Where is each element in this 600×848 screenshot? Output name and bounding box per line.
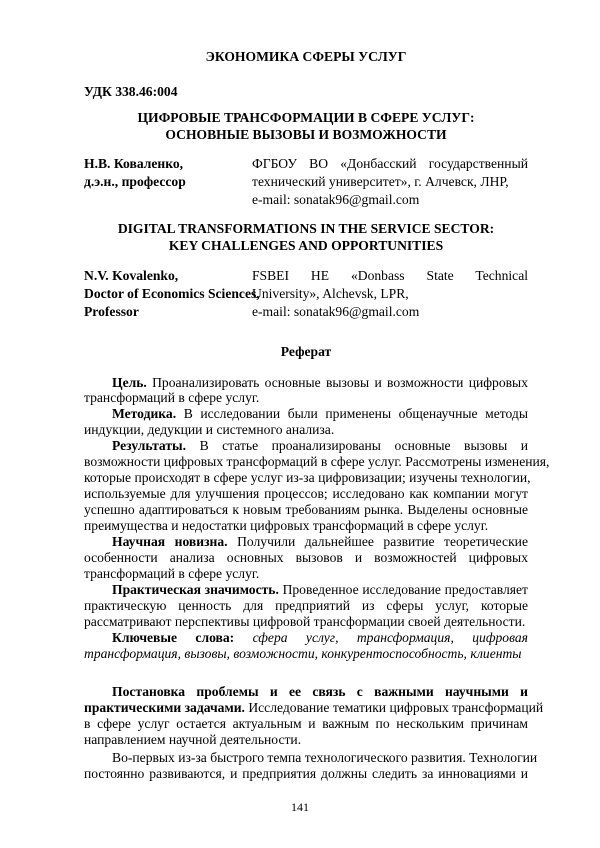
author-en-degree: Doctor of Economics Sciences, xyxy=(84,286,260,301)
problem-line-2: практическими задачами. Исследование тематики цифровых трансформаций xyxy=(84,700,544,715)
abstract-practical-line-2: практическую ценность для предприятий из сферы услуг, которые xyxy=(84,598,528,613)
author-en-email: e-mail: sonatak96@gmail.com xyxy=(252,304,420,319)
abstract-keywords-line-1: Ключевые слова: сфера услуг, трансформация, цифровая xyxy=(112,630,528,645)
abstract-keywords-line-2: трансформация, вызовы, возможности, конкурентоспособность, клиенты xyxy=(84,646,522,661)
author-ru-name: Н.В. Коваленко, xyxy=(84,156,184,171)
paragraph-2-line-1: Во-первых из-за быстрого темпа технологического развития. Технологии xyxy=(112,750,538,765)
problem-heading-line-1: Постановка проблемы и ее связь с важными научными и xyxy=(112,684,528,699)
title-en-line-1: DIGITAL TRANSFORMATIONS IN THE SERVICE SECTOR: xyxy=(117,221,495,236)
udk-code: УДК 338.46:004 xyxy=(84,84,178,99)
author-ru-affiliation-2: технический университет», г. Алчевск, ЛНР, xyxy=(252,174,509,189)
abstract-results-line-2: возможности цифровых трансформаций в сфере услуг. Рассмотрены изменения, xyxy=(84,454,550,469)
paragraph-2-line-2: постоянно развиваются, и предприятия должны следить за инновациями и xyxy=(84,766,528,781)
author-ru-affiliation-1: ФГБОУ ВО «Донбасский государственный xyxy=(252,156,528,171)
page-number: 141 xyxy=(291,800,309,814)
abstract-practical-line-1: Практическая значимость. Проведенное исследование предоставляет xyxy=(112,582,528,597)
abstract-results-line-5: успешно адаптироваться к новым требованиям рынка. Выделены основные xyxy=(84,502,528,517)
abstract-novelty-line-3: трансформаций в сфере услуг. xyxy=(84,566,260,581)
abstract-novelty-line-2: особенности анализа основных вызовов и возможностей цифровых xyxy=(84,550,528,565)
problem-line-3: в сфере услуг остается актуальным и важным по нескольким причинам xyxy=(84,716,528,731)
title-ru-line-2: ОСНОВНЫЕ ВЫЗОВЫ И ВОЗМОЖНОСТИ xyxy=(165,127,447,142)
title-en-line-2: KEY CHALLENGES AND OPPORTUNITIES xyxy=(168,238,444,253)
abstract-results-line-6: преимущества и недостатки цифровых трансформаций в сфере услуг. xyxy=(84,518,489,533)
author-ru-email: e-mail: sonatak96@gmail.com xyxy=(252,192,420,207)
abstract-heading: Реферат xyxy=(280,344,332,359)
abstract-results-line-1: Результаты. В статье проанализированы основные вызовы и xyxy=(112,438,528,453)
abstract-results-line-3: которые происходят в сфере услуг из-за цифровизации; изучены технологии, xyxy=(84,470,531,485)
author-en-affiliation-1: FSBEI HE «Donbass State Technical xyxy=(252,268,528,283)
abstract-goal-line-2: трансформаций в сфере услуг. xyxy=(84,390,260,405)
abstract-results-line-4: используемые для улучшения процессов; исследовано как компании могут xyxy=(84,486,528,501)
abstract-method-line-1: Методика. В исследовании были применены общенаучные методы xyxy=(112,406,528,421)
abstract-goal-line-1: Цель. Проанализировать основные вызовы и возможности цифровых xyxy=(112,375,528,390)
abstract-method-line-2: индукции, дедукции и системного анализа. xyxy=(84,422,335,437)
section-title: ЭКОНОМИКА СФЕРЫ УСЛУГ xyxy=(205,49,407,64)
author-ru-degree: д.э.н., профессор xyxy=(84,174,186,189)
author-en-rank: Professor xyxy=(84,304,139,319)
author-en-affiliation-2: University», Alchevsk, LPR, xyxy=(252,286,409,301)
abstract-novelty-line-1: Научная новизна. Получили дальнейшее развитие теоретические xyxy=(112,534,528,549)
title-ru-line-1: ЦИФРОВЫЕ ТРАНСФОРМАЦИИ В СФЕРЕ УСЛУГ: xyxy=(137,110,475,125)
author-en-name: N.V. Kovalenko, xyxy=(84,268,179,283)
problem-line-4: направлением научной деятельности. xyxy=(84,732,302,747)
abstract-practical-line-3: рассматривают перспективы цифровой трансформации своей деятельности. xyxy=(84,614,526,629)
